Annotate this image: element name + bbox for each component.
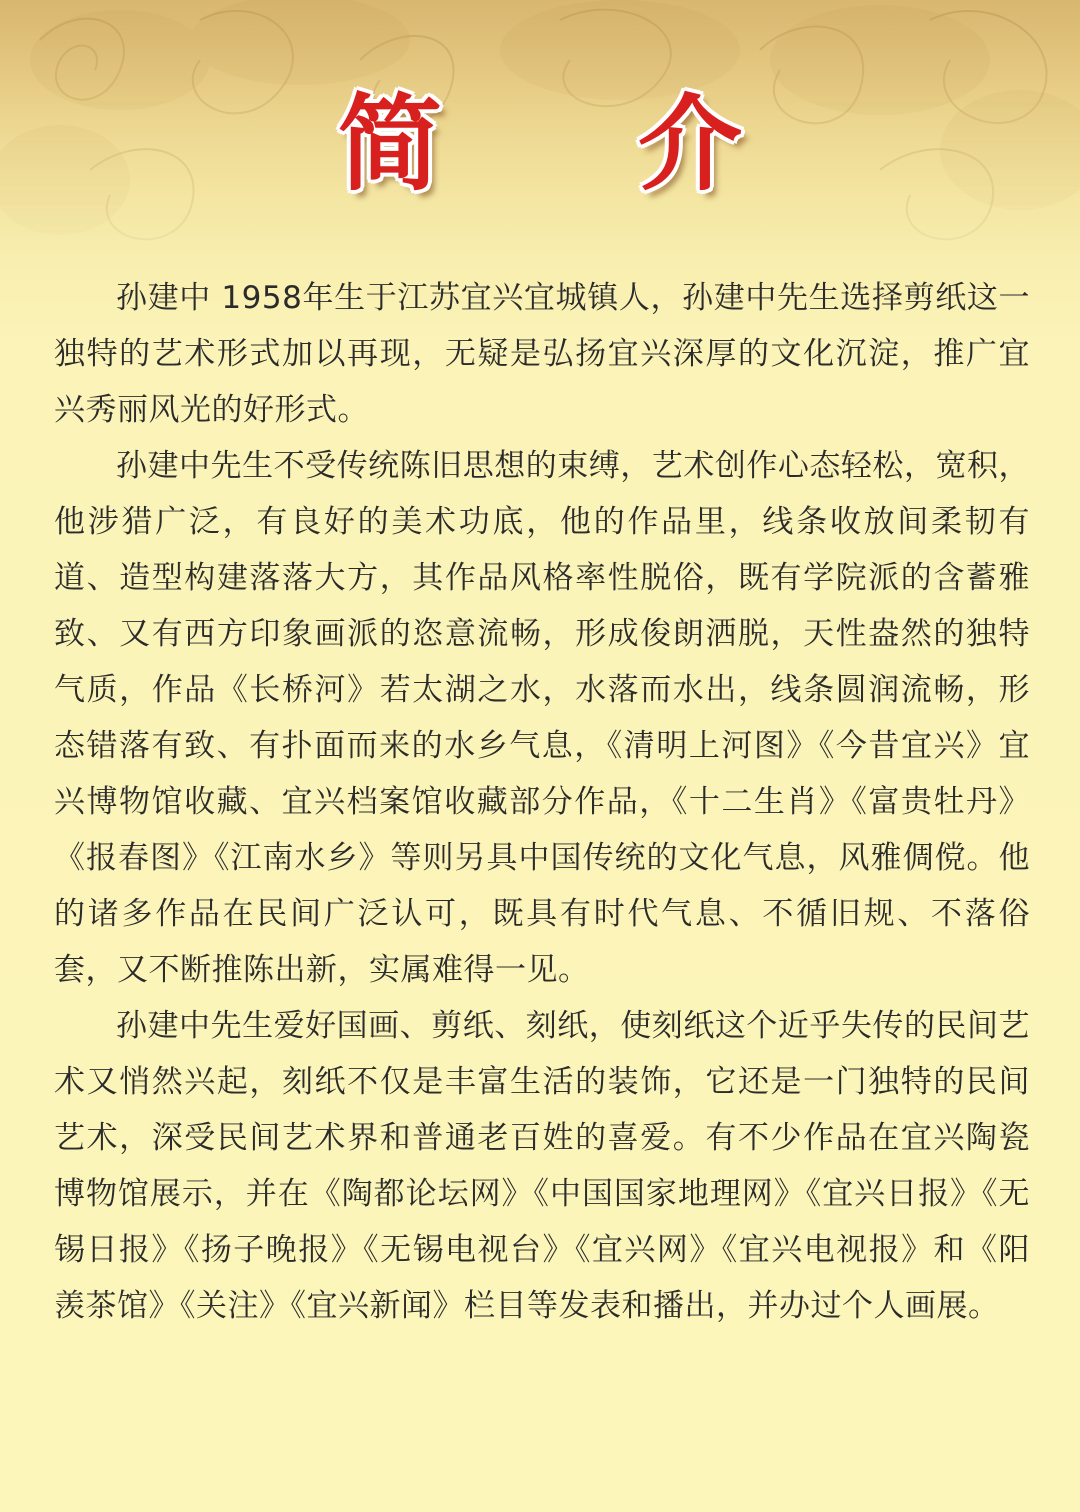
- paragraph-style: 孙建中先生不受传统陈旧思想的束缚，艺术创作心态轻松，宽积，他涉猎广泛，有良好的美术功底，他的作品里，线条收放间柔韧有道、造型构建落落大方，其作品风格率性脱俗，既有学院派的含蓄雅致、又有西方印象画派的恣意流畅，形成俊朗洒脱，天性盎然的独特气质，作品《长桥河》若太湖之水，水落而水出，线条圆润流畅，形态错落有致、有扑面而来的水乡气息，《清明上河图》《今昔宜兴》宜兴博物馆收藏、宜兴档案馆收藏部分作品，《十二生肖》《富贵牡丹》《报春图》《江南水乡》等则另具中国传统的文化气息，风雅倜傥。他的诸多作品在民间广泛认可，既具有时代气息、不循旧规、不落俗套，又不断推陈出新，实属难得一见。: [54, 448, 1030, 988]
- paragraph-exhibitions: 孙建中先生爱好国画、剪纸、刻纸，使刻纸这个近乎失传的民间艺术又悄然兴起，刻纸不仅是丰富生活的装饰，它还是一门独特的民间艺术，深受民间艺术界和普通老百姓的喜爱。有不少作品在宜兴陶瓷博物馆展示，并在《陶都论坛网》《中国国家地理网》《宜兴日报》《无锡日报》《扬子晚报》《无锡电视台》《宜兴网》《宜兴电视报》和《阳羡茶馆》《关注》《宜兴新闻》栏目等发表和播出，并办过个人画展。: [54, 1008, 1030, 1324]
- paragraph-birth: 孙建中 1958年生于江苏宜兴宜城镇人，孙建中先生选择剪纸这一独特的艺术形式加以再现，无疑是弘扬宜兴深厚的文化沉淀，推广宜兴秀丽风光的好形式。: [54, 280, 1030, 428]
- page-title: 简 介: [337, 82, 823, 205]
- intro-body: [54, 270, 1030, 1334]
